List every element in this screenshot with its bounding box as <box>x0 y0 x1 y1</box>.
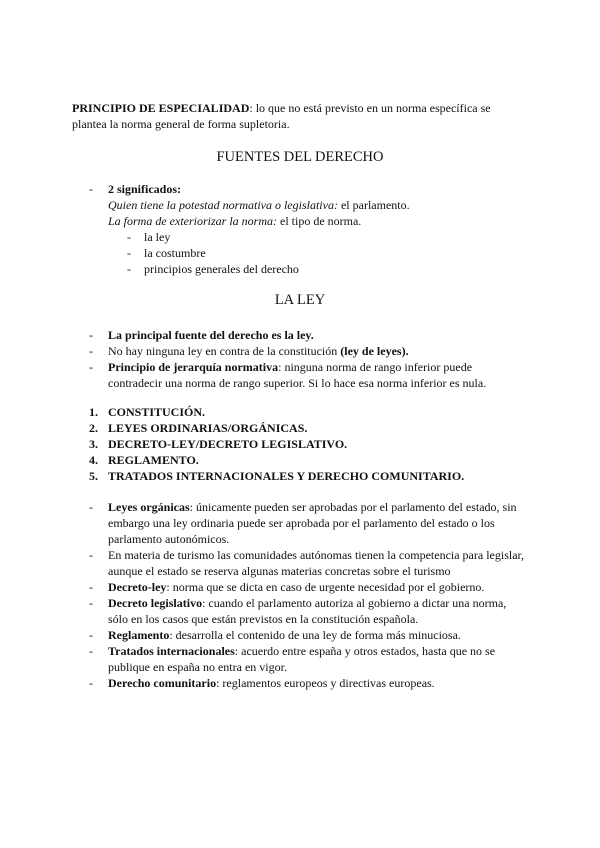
definicion-text: : reglamentos europeos y directivas europeas. <box>216 676 435 690</box>
ley-list <box>72 327 528 391</box>
item-number: 4. <box>89 453 98 467</box>
definicion-term: Reglamento <box>108 628 170 642</box>
item-number: 1. <box>89 405 98 419</box>
numbered-item <box>72 420 528 436</box>
definiciones-list <box>72 499 528 691</box>
fuentes-list <box>72 181 528 277</box>
significados-label: 2 significados: <box>108 182 182 196</box>
ley-bullet-3-bold: Principio de jerarquía normativa <box>108 360 279 374</box>
list-item <box>72 359 528 391</box>
fuentes-sublist <box>108 229 528 277</box>
list-item <box>72 675 528 691</box>
definicion-text: : cuando el parlamento autoriza al gobierno a dictar una norma, sólo en los casos que están previstos en la constitución española. <box>108 596 507 626</box>
list-item <box>72 627 528 643</box>
definicion-text: : desarrolla el contenido de una ley de forma más minuciosa. <box>169 628 461 642</box>
definicion-text: : norma que se dicta en caso de urgente necesidad por el gobierno. <box>166 580 485 594</box>
list-item <box>72 181 528 277</box>
numbered-item <box>72 468 528 484</box>
significado-1-text: el parlamento. <box>337 198 410 212</box>
fuentes-heading: FUENTES DEL DERECHO <box>216 149 384 165</box>
item-text: LEYES ORDINARIAS/ORGÁNICAS. <box>108 421 308 435</box>
list-item <box>72 595 528 627</box>
item-text: TRATADOS INTERNACIONALES Y DERECHO COMUNITARIO. <box>108 469 465 483</box>
item-text: REGLAMENTO. <box>108 453 199 467</box>
definicion-term: Leyes orgánicas <box>108 500 190 514</box>
numbered-item <box>72 436 528 452</box>
ley-bullet-2-bold: (ley de leyes). <box>340 344 409 358</box>
item-number: 2. <box>89 421 98 435</box>
intro-term: PRINCIPIO DE ESPECIALIDAD <box>72 101 250 115</box>
definicion-term: Decreto-ley <box>108 580 167 594</box>
list-item <box>72 579 528 595</box>
list-item <box>72 547 528 579</box>
significado-2-italic: La forma de exteriorizar la norma: <box>108 214 277 228</box>
definicion-term: Tratados internacionales <box>108 644 235 658</box>
intro-text: : lo que no está previsto en un norma específica se plantea la norma general de forma supletoria. <box>72 101 491 131</box>
ley-bullet-3-text: : ninguna norma de rango inferior puede contradecir una norma de rango superior. Si lo hace esa norma inferior es nula. <box>108 360 487 390</box>
item-number: 3. <box>89 437 98 451</box>
ley-heading: LA LEY <box>274 292 326 308</box>
definicion-term: Derecho comunitario <box>108 676 217 690</box>
definicion-text: : únicamente pueden ser aprobadas por el parlamento del estado, sin embargo una ley ordinaria puede ser aprobada por el parlamento del estado o los parlamento autonómicos. <box>108 500 517 546</box>
definicion-term: Decreto legislativo <box>108 596 203 610</box>
numbered-item <box>72 404 528 420</box>
sub-list-item: - la costumbre <box>108 245 528 261</box>
list-item <box>72 499 528 547</box>
item-text: DECRETO-LEY/DECRETO LEGISLATIVO. <box>108 437 348 451</box>
numbered-item <box>72 452 528 468</box>
significado-2-text: el tipo de norma. <box>277 214 362 228</box>
jerarquia-list <box>72 404 528 484</box>
item-number: 5. <box>89 469 98 483</box>
item-text: CONSTITUCIÓN. <box>108 405 206 419</box>
list-item <box>72 643 528 675</box>
definicion-text: En materia de turismo las comunidades autónomas tienen la competencia para legislar, aunque el estado se reserva algunas materias concretas sobre el turismo <box>108 548 525 578</box>
ley-bullet-2-text: No hay ninguna ley en contra de la constitución <box>108 344 341 358</box>
significado-1-italic: Quien tiene la potestad normativa o legislativa: <box>108 198 338 212</box>
list-item <box>72 343 528 359</box>
definicion-text: : acuerdo entre españa y otros estados, hasta que no se publique en españa no entra en vigor. <box>108 644 496 674</box>
sub-list-item: - la ley <box>108 229 528 245</box>
ley-bullet-1: La principal fuente del derecho es la ley. <box>108 328 314 342</box>
intro-paragraph <box>72 100 528 132</box>
list-item <box>72 327 528 343</box>
sub-list-item: - principios generales del derecho <box>108 261 528 277</box>
